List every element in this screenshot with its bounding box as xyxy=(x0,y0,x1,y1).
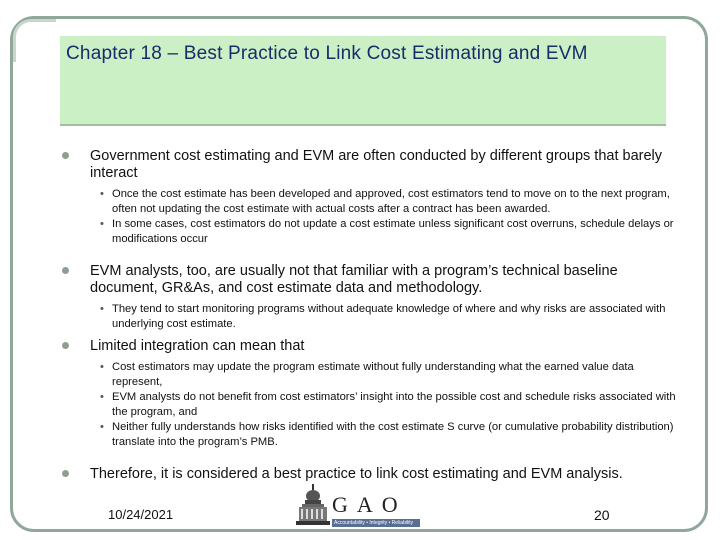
slide-content xyxy=(60,148,680,489)
sub-bullet-item xyxy=(90,187,680,217)
sub-bullet-text: In some cases, cost estimators do not update a cost estimate unless significant cost overruns, schedule delays or modifications occur xyxy=(112,218,674,245)
sub-bullet-dot-icon: • xyxy=(100,218,104,230)
bullet-text: Government cost estimating and EVM are often conducted by different groups that barely interact xyxy=(90,148,662,181)
sub-bullet-text: They tend to start monitoring programs without adequate knowledge of where and why risks are associated with underlying cost estimate. xyxy=(112,303,666,330)
sub-bullet-dot-icon: • xyxy=(100,391,104,403)
bullet-item xyxy=(60,148,680,247)
bullet-item xyxy=(60,466,680,483)
bullet-dot-icon xyxy=(62,267,69,274)
sub-bullet-dot-icon: • xyxy=(100,361,104,373)
sub-bullet-list xyxy=(90,302,680,332)
sub-bullet-dot-icon: • xyxy=(100,421,104,433)
logo-tagline: Accountability • Integrity • Reliability xyxy=(334,520,414,526)
bullet-dot-icon xyxy=(62,152,69,159)
bullet-dot-icon xyxy=(62,470,69,477)
sub-bullet-text: Once the cost estimate has been developed and approved, cost estimators tend to move on to the next program, often not updating the cost estimate with actual costs after a contract has been awarded. xyxy=(112,188,670,215)
sub-bullet-item xyxy=(90,420,680,450)
sub-bullet-item xyxy=(90,217,680,247)
gao-logo xyxy=(296,484,422,530)
bullet-text: Therefore, it is considered a best practice to link cost estimating and EVM analysis. xyxy=(90,466,623,482)
bullet-item xyxy=(60,338,680,450)
sub-bullet-item xyxy=(90,360,680,390)
slide-title: Chapter 18 – Best Practice to Link Cost Estimating and EVM xyxy=(66,43,588,64)
sub-bullet-item xyxy=(90,302,680,332)
footer-date: 10/24/2021 xyxy=(108,507,174,522)
capitol-dome-icon xyxy=(296,484,330,530)
sub-bullet-text: Neither fully understands how risks identified with the cost estimate S curve (or cumulative probability distribution) translate into the program’s PMB. xyxy=(112,421,674,448)
sub-bullet-text: Cost estimators may update the program estimate without fully understanding what the earned value data represent, xyxy=(112,361,634,388)
bullet-dot-icon xyxy=(62,342,69,349)
sub-bullet-text: EVM analysts do not benefit from cost estimators’ insight into the possible cost and schedule risks associated with the program, and xyxy=(112,391,676,418)
frame-corner-decoration xyxy=(13,19,56,62)
sub-bullet-list xyxy=(90,187,680,247)
page-number: 20 xyxy=(594,507,610,523)
title-box xyxy=(60,36,666,126)
logo-wordmark: GAO xyxy=(332,492,407,517)
bullet-text: Limited integration can mean that xyxy=(90,338,305,354)
sub-bullet-list xyxy=(90,360,680,450)
sub-bullet-item xyxy=(90,390,680,420)
bullet-text: EVM analysts, too, are usually not that familiar with a program’s technical baseline document, GR&As, and cost estimate data and methodology. xyxy=(90,263,618,296)
sub-bullet-dot-icon: • xyxy=(100,188,104,200)
sub-bullet-dot-icon: • xyxy=(100,303,104,315)
bullet-item xyxy=(60,263,680,332)
